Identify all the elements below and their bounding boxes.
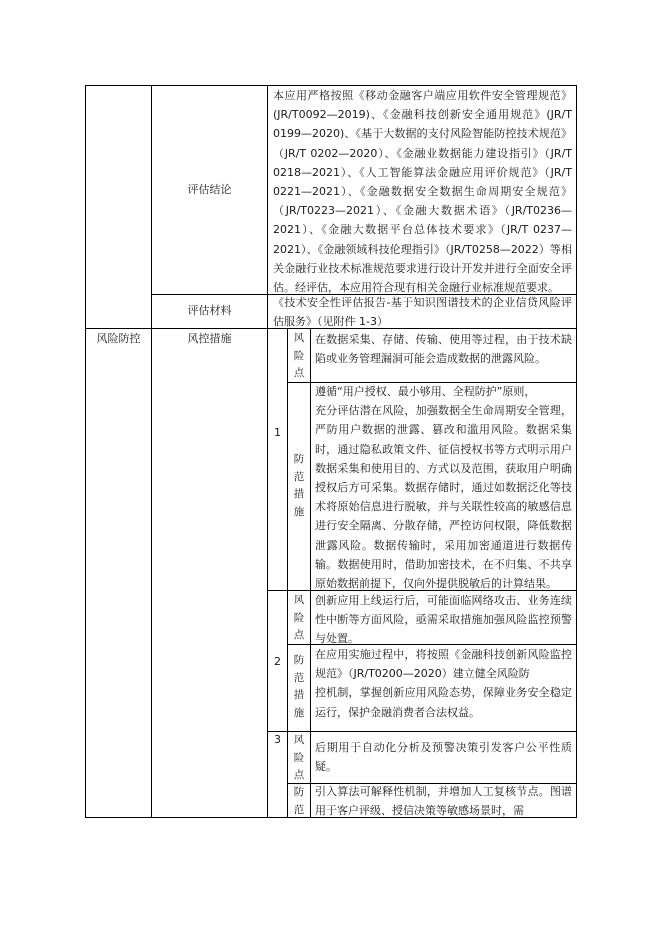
risk-category-label: 风险防控 — [96, 332, 141, 345]
risk-point-label: 风险点 — [293, 594, 305, 641]
material-label: 评估材料 — [187, 304, 232, 317]
item-number: 1 — [274, 426, 281, 439]
border-right — [576, 85, 577, 818]
measure-paragraph: 在应用实施过程中，将按照《金融科技创新风险监控规范》（JR/T0200—2020）建立健全风险防 — [315, 648, 572, 681]
measure-paragraph: 控机制，掌握创新应用风险态势，保障业务安全稳定运行，保护金融消费者合法权益。 — [315, 686, 572, 719]
risk-point-label: 风险点 — [293, 332, 305, 379]
risk-point-text: 创新应用上线运行后，可能面临网络攻击、业务连续性中断等方面风险，亟需采取措施加强风险监控预警与处置。 — [315, 594, 572, 646]
measure-text — [315, 782, 572, 820]
risk-point-label: 风险点 — [293, 734, 305, 781]
measure-text — [315, 382, 572, 593]
item-number: 2 — [274, 655, 281, 668]
measure-label: 防范措施 — [293, 453, 305, 518]
risk-control-label: 风控措施 — [187, 332, 232, 345]
border-item2-bottom — [267, 731, 577, 732]
item-number: 3 — [274, 733, 281, 746]
measure-paragraph: 引入算法可解释性机制，并增加人工复核节点。图谱用于客户评级、授信决策等敏感场景时，需 — [315, 785, 572, 818]
risk-point-text: 后期用于自动化分析及预警决策引发客户公平性质疑。 — [315, 741, 572, 774]
measure-paragraph: 充分评估潜在风险，加强数据全生命周期安全管理，严防用户数据的泄露、篡改和滥用风险。数据采集时，通过隐私政策文件、征信授权书等方式明示用户数据采集和使用目的、方式以及范围，获取用户明确授权后方可采集。数据存储时，通过如数据泛化等技术将原始信息进行脱敏，并与关联性较高的敏感信息进行安全隔离、分散存储，严控访问权限，降低数据泄露风险。数据传输时，采用加密通道进行数据传输。数据使用时，借助加密技术，在不归集、不共享原始数据前提下，仅向外提供脱敏后的计算结果。 — [315, 404, 572, 591]
border-col4 — [310, 328, 311, 818]
conclusion-label: 评估结论 — [187, 183, 232, 196]
risk-point-text: 在数据采集、存储、传输、使用等过程，由于技术缺陷或业务管理漏洞可能会造成数据的泄露风险。 — [315, 333, 572, 366]
conclusion-text: 本应用严格按照《移动金融客户端应用软件安全管理规范》(JR/T0092—2019)、《金融科技创新安全通用规范》(JR/T 0199—2020)、《基于大数据的支付风险智能防控技术规范》（JR/T 0202—2020）、《金融业数据能力建设指引》（JR/T 0218—2021）、《人工智能算法金融应用评价规范》（JR/T 0221—2021）、《金融数据安全数据生命周期安全规范》（JR/T0223—2021）、《金融大数据术语》（JR/T0236—2021）、《金融大数据平台总体技术要求》（JR/T 0237—2021）、《金融领域科技伦理指引》（JR/T0258—2022）等相关金融行业技术标准规范要求进行设计开发并进行全面安全评估。经评估，本应用符合现有相关金融行业标准规范要求。 — [273, 89, 572, 295]
measure-label: 防范 — [293, 786, 305, 816]
border-col2 — [267, 85, 268, 818]
measure-label: 防范措施 — [293, 654, 305, 719]
border-col3 — [287, 328, 288, 818]
measure-text — [315, 645, 572, 722]
border-left — [85, 85, 86, 818]
material-text: 《技术安全性评估报告-基于知识图谱技术的企业信贷风险评估服务》（见附件 1-3） — [273, 296, 572, 329]
measure-paragraph: 遵循“用户授权、最小够用、全程防护”原则， — [315, 385, 536, 398]
